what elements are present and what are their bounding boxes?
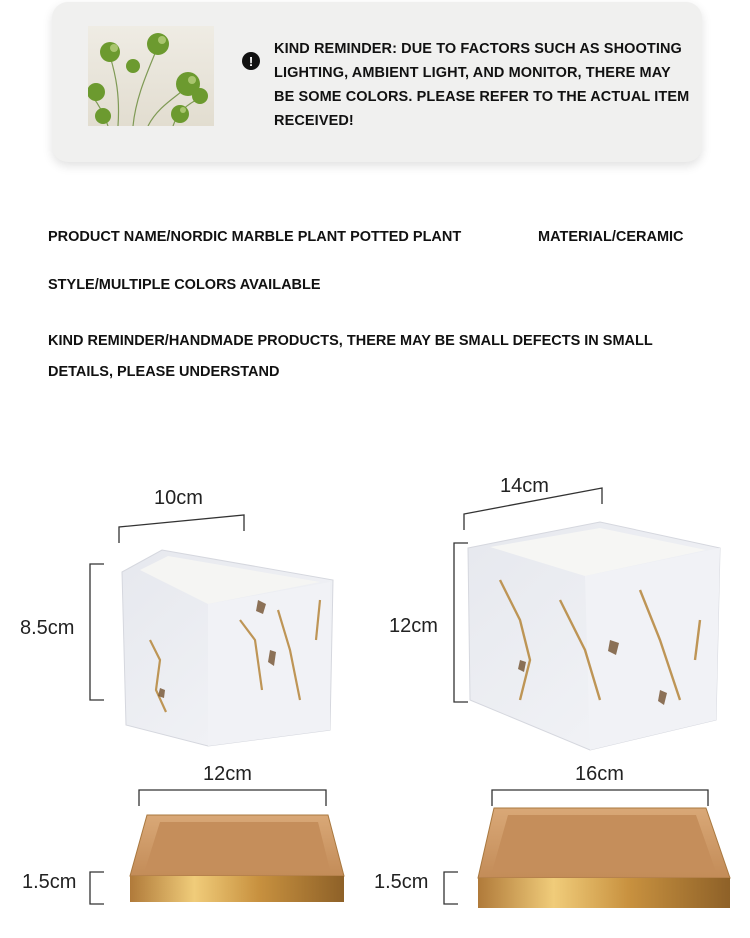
small-tray-height-label: 1.5cm [22, 871, 77, 893]
large-tray-height-label: 1.5cm [374, 871, 429, 893]
large-pot-height-label: 12cm [389, 615, 438, 637]
small-pot-height-label: 8.5cm [20, 617, 75, 639]
material: MATERIAL/CERAMIC [538, 229, 684, 245]
small-pot-width-label: 10cm [154, 487, 203, 509]
large-tray [478, 808, 730, 908]
style: STYLE/MULTIPLE COLORS AVAILABLE [48, 277, 321, 293]
small-tray-width-label: 12cm [203, 763, 252, 785]
small-pot [122, 550, 333, 746]
large-pot-width-label: 14cm [500, 475, 549, 497]
large-tray-width-label: 16cm [575, 763, 624, 785]
small-tray [130, 815, 344, 902]
product-name: PRODUCT NAME/NORDIC MARBLE PLANT POTTED PLANT [48, 229, 462, 245]
handmade-reminder: KIND REMINDER/HANDMADE PRODUCTS, THERE MAY BE SMALL DEFECTS IN SMALL DETAILS, PLEASE UNDERSTAND [48, 333, 653, 380]
reminder-text: KIND REMINDER: DUE TO FACTORS SUCH AS SHOOTING LIGHTING, AMBIENT LIGHT, AND MONITOR, THERE MAY BE SOME COLORS. PLEASE REFER TO THE ACTUAL ITEM RECEIVED! [274, 41, 690, 129]
large-pot [468, 522, 720, 750]
exclamation-icon: ! [242, 52, 260, 70]
